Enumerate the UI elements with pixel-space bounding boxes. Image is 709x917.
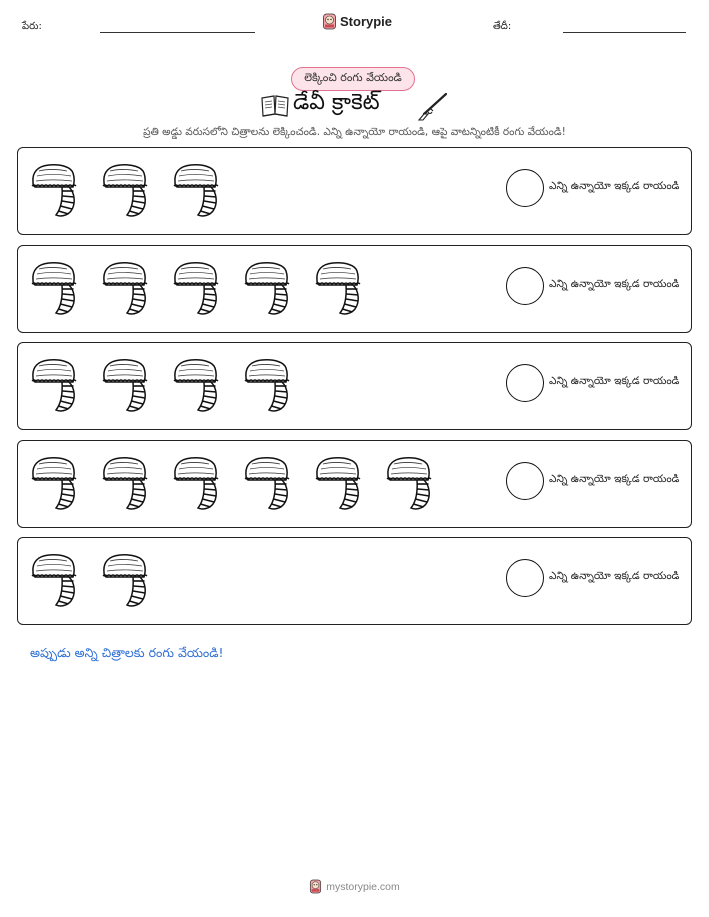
coonskin-cap-icon[interactable]: [313, 453, 365, 511]
worksheet-header: [0, 0, 709, 50]
answer-prompt: ఎన్ని ఉన్నాయో ఇక్కడ రాయండి: [549, 278, 680, 290]
coonskin-cap-icon[interactable]: [313, 258, 365, 316]
coonskin-cap-icon[interactable]: [29, 258, 81, 316]
counting-row-4: [17, 440, 692, 528]
title-row: [0, 90, 709, 122]
coonskin-cap-icon[interactable]: [171, 160, 223, 218]
brand-logo: [322, 13, 392, 30]
counting-row-3: [17, 342, 692, 430]
coonskin-cap-icon[interactable]: [242, 355, 294, 413]
answer-circle[interactable]: [506, 462, 544, 500]
coonskin-cap-icon[interactable]: [29, 453, 81, 511]
answer-circle[interactable]: [506, 267, 544, 305]
outro-text: అప్పుడు అన్ని చిత్రాలకు రంగు వేయండి!: [30, 645, 224, 660]
answer-circle[interactable]: [506, 364, 544, 402]
date-field-line[interactable]: [563, 32, 686, 33]
counting-row-5: [17, 537, 692, 625]
name-label: పేరు:: [22, 21, 42, 32]
footer-site: mystorypie.com: [326, 880, 400, 893]
instructions-text: ప్రతి అడ్డు వరుసలోని చిత్రాలను లెక్కించండి. ఎన్ని ఉన్నాయో రాయండి, ఆపై వాటన్నింటికీ రంగు వేయండి!: [143, 126, 566, 138]
coonskin-cap-icon[interactable]: [242, 258, 294, 316]
answer-prompt: ఎన్ని ఉన్నాయో ఇక్కడ రాయండి: [549, 375, 680, 387]
activity-badge: లెక్కించి రంగు వేయండి: [291, 67, 415, 91]
coonskin-cap-icon[interactable]: [100, 160, 152, 218]
counting-row-1: [17, 147, 692, 235]
coonskin-cap-icon[interactable]: [100, 258, 152, 316]
musket-icon: [416, 92, 448, 122]
counting-row-2: [17, 245, 692, 333]
storypie-mascot-icon: [309, 879, 322, 894]
coonskin-cap-icon[interactable]: [171, 258, 223, 316]
coonskin-cap-icon[interactable]: [29, 160, 81, 218]
date-label: తేదీ:: [493, 21, 512, 32]
name-field-line[interactable]: [100, 32, 255, 33]
answer-prompt: ఎన్ని ఉన్నాయో ఇక్కడ రాయండి: [549, 570, 680, 582]
coonskin-cap-icon[interactable]: [100, 550, 152, 608]
brand-name: Storypie: [340, 14, 393, 29]
coonskin-cap-icon[interactable]: [29, 550, 81, 608]
coonskin-cap-icon[interactable]: [171, 453, 223, 511]
answer-circle[interactable]: [506, 559, 544, 597]
coonskin-cap-icon[interactable]: [171, 355, 223, 413]
book-icon: [260, 94, 290, 118]
page-title: డేవీ క్రాకెట్: [293, 90, 380, 115]
answer-prompt: ఎన్ని ఉన్నాయో ఇక్కడ రాయండి: [549, 473, 680, 485]
coonskin-cap-icon[interactable]: [384, 453, 436, 511]
storypie-mascot-icon: [322, 13, 337, 30]
coonskin-cap-icon[interactable]: [100, 355, 152, 413]
coonskin-cap-icon[interactable]: [242, 453, 294, 511]
coonskin-cap-icon[interactable]: [100, 453, 152, 511]
answer-prompt: ఎన్ని ఉన్నాయో ఇక్కడ రాయండి: [549, 180, 680, 192]
coonskin-cap-icon[interactable]: [29, 355, 81, 413]
page-footer: [0, 879, 709, 894]
answer-circle[interactable]: [506, 169, 544, 207]
